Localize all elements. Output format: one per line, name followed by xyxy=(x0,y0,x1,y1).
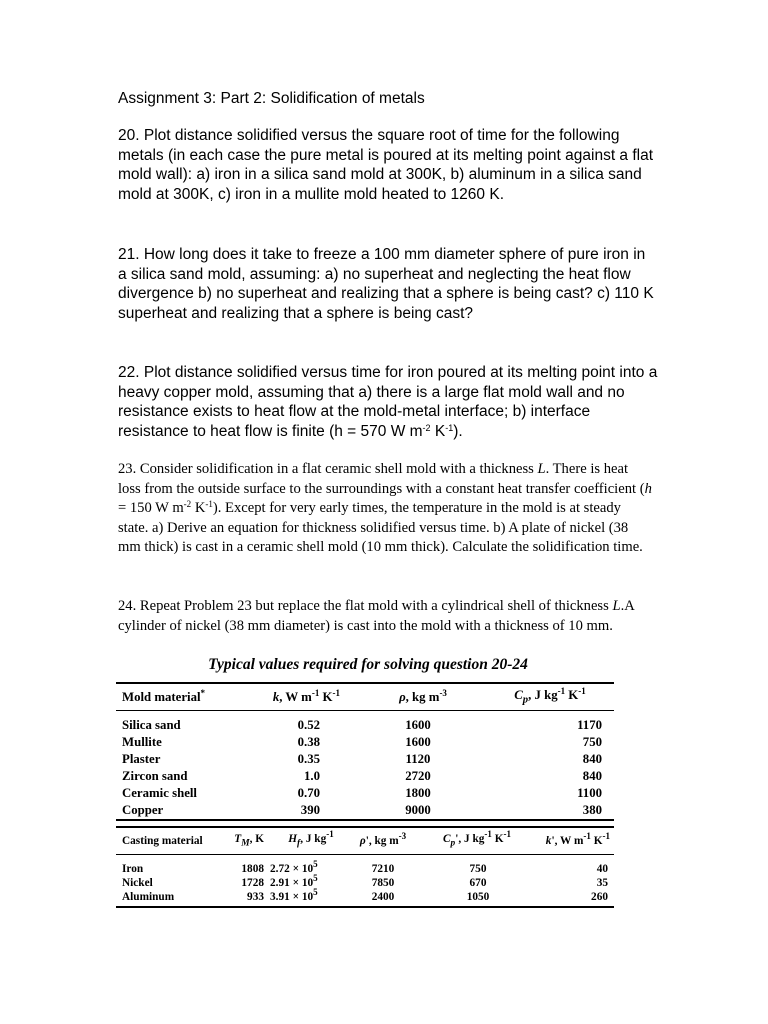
question-24 xyxy=(118,597,648,636)
cell-conductivity: 0.38 xyxy=(297,734,320,749)
table-row xyxy=(116,785,614,802)
latent-heat-mantissa: 2.72 × 10 xyxy=(270,863,314,875)
cell-material: Zircon sand xyxy=(122,768,188,783)
cell-conductivity: 35 xyxy=(596,876,608,889)
cell-conductivity: 260 xyxy=(528,891,614,908)
cell-heat-capacity: 1050 xyxy=(418,891,528,908)
table-header-row xyxy=(116,827,614,855)
table-row xyxy=(116,768,614,785)
cell-material: Aluminum xyxy=(116,891,224,908)
exponent: -2 xyxy=(422,422,431,433)
header-density: ρ, kg $m^{-3}$ xyxy=(340,683,466,711)
cell-conductivity: 0.70 xyxy=(297,785,320,800)
cell-density: 9000 xyxy=(340,802,466,821)
cell-density: 7210 xyxy=(371,863,395,875)
header-metal-density: ρ', kg $m^{-3}$ xyxy=(348,827,418,855)
cell-conductivity: 390 xyxy=(248,802,340,821)
table-title: Typical values required for solving question 20-24 xyxy=(208,656,528,673)
cell-melting-point: 1808 xyxy=(241,863,264,875)
exponent: 5 xyxy=(313,886,318,897)
variable-L: L xyxy=(612,598,621,614)
cell-heat-capacity: 750 xyxy=(469,863,487,875)
variable-L: L xyxy=(537,461,546,477)
cell-heat-capacity: 750 xyxy=(582,734,602,749)
table-row xyxy=(116,734,614,751)
table-row xyxy=(116,877,614,891)
table-row xyxy=(116,855,614,877)
cell-density: 1120 xyxy=(405,751,431,766)
cell-material: Copper xyxy=(116,802,248,821)
question-23 xyxy=(118,460,653,558)
cell-heat-capacity: 1170 xyxy=(577,718,602,732)
cell-conductivity: 0.52 xyxy=(297,718,320,732)
cell-melting-point: 933 xyxy=(224,891,264,908)
cell-density: 2400 xyxy=(348,891,418,908)
exponent: -1 xyxy=(205,499,213,509)
latent-heat-mantissa: 3.91 × 10 xyxy=(270,890,314,903)
document-title: Assignment 3: Part 2: Solidification of metals xyxy=(118,90,425,107)
cell-conductivity: 40 xyxy=(596,863,608,875)
question-23-text: . There is heat loss from the outside surface to the surroundings with a constant heat transfer coefficient ( xyxy=(118,461,645,497)
header-casting-material: Casting material xyxy=(116,827,224,855)
cell-heat-capacity: 840 xyxy=(582,751,602,766)
cell-material: Mullite xyxy=(122,734,162,749)
question-20: 20. Plot distance solidified versus the square root of time for the following metals (in each case the pure metal is poured at its melting point against a flat mold wall): a) iron in a silica sand mold at 300K, b) aluminum in a silica sand mold at 300K, c) iron in a mullite mold heated to 1260 K. xyxy=(118,127,654,203)
header-conductivity: k, W $m^{-1}$ $K^{-1}$ xyxy=(248,683,340,711)
cell-material: Nickel xyxy=(122,876,153,889)
cell-material: Silica sand xyxy=(122,718,181,732)
cell-heat-capacity: 1100 xyxy=(577,785,602,800)
table-row xyxy=(116,802,614,821)
question-22-text: 22. Plot distance solidified versus time for iron poured at its melting point into a heavy copper mold, assuming that a) there is a large flat mold wall and no resistance exists to heat flow at the mold-metal interface; b) interface resistance to heat flow is finite (h = 570 W m xyxy=(118,364,658,440)
table-row xyxy=(116,751,614,768)
question-23-text: 23. Consider solidification in a flat ceramic shell mold with a thickness xyxy=(118,461,538,477)
cell-material: Ceramic shell xyxy=(122,785,197,800)
cell-material: Plaster xyxy=(122,751,161,766)
cell-density: 1600 xyxy=(405,718,431,732)
unit-text: K xyxy=(191,500,206,516)
cell-melting-point: 1728 xyxy=(241,876,264,889)
question-24-text: 24. Repeat Problem 23 but replace the flat mold with a cylindrical shell of thickness xyxy=(118,598,613,614)
cell-heat-capacity: 670 xyxy=(469,876,487,889)
question-23-text: = 150 W m xyxy=(118,500,184,516)
header-heat-capacity: $C_p$, J $kg^{-1}$ $K^{-1}$ xyxy=(466,683,614,711)
question-22 xyxy=(118,363,658,441)
header-metal-conductivity: k', W $m^{-1}$ $K^{-1}$ xyxy=(528,827,614,855)
cell-density: 1800 xyxy=(405,785,431,800)
unit-text: K xyxy=(430,422,446,440)
cell-latent-heat xyxy=(264,886,348,908)
exponent: -2 xyxy=(183,499,192,509)
exponent: -1 xyxy=(445,422,454,433)
exponent: 5 xyxy=(313,859,318,869)
question-23-text: ). Except for very early times, the temperature in the mold is at steady state. a) Derive an equation for thickness solidified versus time. b) A plate of nickel (38 mm thick) is cast in a ceramic shell mold (10 mm thick). Calculate the solidification time. xyxy=(118,500,643,555)
question-21: 21. How long does it take to freeze a 100 mm diameter sphere of pure iron in a silica sand mold, assuming: a) no superheat and neglecting the heat flow divergence b) no superheat and realizing that a sphere is being cast? c) 110 K superheat and realizing that a sphere is being cast? xyxy=(118,246,654,322)
cell-conductivity: 1.0 xyxy=(304,768,320,783)
header-mold-material: Mold material* xyxy=(116,683,248,711)
cell-conductivity: 0.35 xyxy=(297,751,320,766)
cell-heat-capacity: 840 xyxy=(582,768,602,783)
cell-density: 2720 xyxy=(405,768,431,783)
table-header-row xyxy=(116,683,614,711)
mold-properties-table xyxy=(116,682,614,821)
table-row xyxy=(116,711,614,734)
question-24-text: .A cylinder of nickel (38 mm diameter) is cast into the mold with a thickness of 10 mm. xyxy=(118,598,634,634)
header-metal-heat-capacity: $C_p'$, J $kg^{-1}$ $K^{-1}$ xyxy=(418,827,528,855)
cell-latent-heat xyxy=(264,855,348,877)
header-melting-point: $T_M$, K xyxy=(224,827,264,855)
casting-properties-table xyxy=(116,826,614,908)
question-22-end: ). xyxy=(453,422,463,440)
header-latent-heat: $H_f$, J $kg^{-1}$ xyxy=(264,827,348,855)
cell-heat-capacity: 380 xyxy=(466,802,614,821)
table-row xyxy=(116,891,614,908)
cell-material: Iron xyxy=(122,863,144,875)
cell-density: 1600 xyxy=(405,734,431,749)
cell-density: 7850 xyxy=(371,876,395,889)
latent-heat-mantissa: 2.91 × 10 xyxy=(270,876,314,889)
cell-latent-heat xyxy=(264,872,348,891)
exponent: 5 xyxy=(313,872,318,883)
variable-h: h xyxy=(644,480,652,497)
